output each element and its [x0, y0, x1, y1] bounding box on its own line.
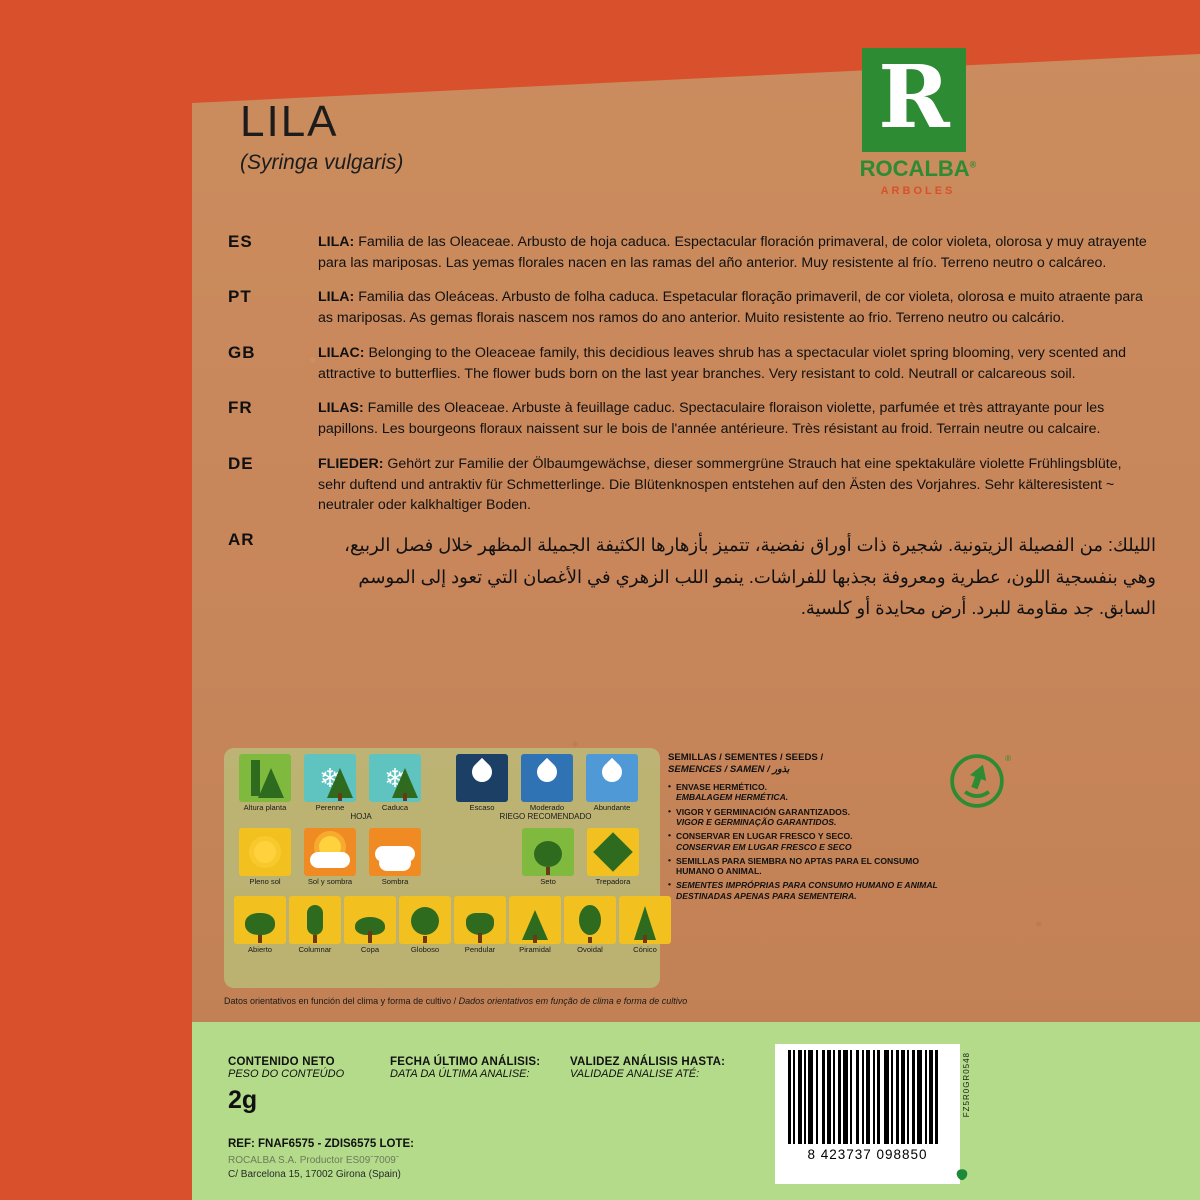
water-drop-icon — [456, 754, 508, 802]
bottom-left-red-strip — [0, 1022, 192, 1200]
validity-label-pt: VALIDADE ANALISE ATÉ: — [570, 1068, 700, 1080]
lang-body-de: Gehört zur Familie der Ölbaumgewächse, dieser sommergrüne Strauch hat eine spektakuläre violette Frühlingsblüte, sehr duftend und antraktiv für Schmetterlinge. Die Blütenknospen entstehen auf den Ästen des Vorjahres. Sehr kälteresistent ~ neutraler oder kalkhaltiger Boden. — [318, 455, 1122, 514]
left-red-strip — [0, 0, 192, 1200]
icon-caption: Escaso — [469, 803, 495, 812]
icon-forma-piramidal — [509, 896, 561, 954]
bullet-pt: • SEMENTES IMPRÓPRIAS PARA CONSUMO HUMANO E ANIMAL DESTINADAS APENAS PARA SEMENTEIRA. — [676, 880, 938, 901]
icon-seto — [517, 828, 579, 886]
bullet-es: SEMILLAS PARA SIEMBRA NO APTAS PARA EL CONSUMO HUMANO O ANIMAL. — [676, 855, 920, 877]
icon-caption: Ovoidal — [577, 944, 603, 954]
icon-caption: Abierto — [247, 944, 273, 954]
icon-caption: Globoso — [410, 944, 440, 954]
barcode-number: 8 423737 098850 — [807, 1147, 928, 1162]
icon-forma-abierto — [234, 896, 286, 954]
icon-forma-globoso — [399, 896, 451, 954]
net-content-label-es: CONTENIDO NETO — [228, 1056, 335, 1068]
analysis-label-es: FECHA ÚLTIMO ANÁLISIS: — [390, 1056, 541, 1068]
icon-caption: Abundante — [593, 803, 631, 812]
seeds-title-line2: SEMENCES / SAMEN / بذور — [668, 763, 790, 775]
seeds-bullet — [668, 782, 948, 803]
icon-riego-escaso — [451, 754, 513, 812]
group-label-hoja: HOJA — [350, 812, 372, 822]
water-drop-icon — [586, 754, 638, 802]
tree-shape-icon — [399, 896, 451, 944]
sun-icon — [239, 828, 291, 876]
icon-grid — [234, 754, 657, 954]
water-drop-icon — [521, 754, 573, 802]
lang-text-ar: الليلك: من الفصيلة الزيتونية. شجيرة ذات أوراق نفضية، تتميز بأزهارها الكثيفة الجميلة المظهر خلال فصل الربيع، وهي بنفسجية اللون، عطرية ومعروفة بجذبها للفراشات. ينمو اللب الزهري في الأغصان التي تعود إلى الموسم السابق. جد مقاومة للبرد. أرض محايدة أو كلسية. — [344, 535, 1156, 619]
seeds-bullet-list — [668, 782, 948, 901]
icon-trepadora — [582, 828, 644, 886]
icon-forma-pendular — [454, 896, 506, 954]
icon-row-3 — [234, 896, 657, 954]
tree-shape-icon — [454, 896, 506, 944]
product-name: LILA — [240, 97, 339, 146]
icon-caption: Copa — [360, 944, 380, 954]
tree-shape-icon — [564, 896, 616, 944]
green-dot-icon — [955, 1168, 969, 1181]
icon-footnote: Datos orientativos en función del clima y forma de cultivo / Dados orientativos em função de clima e forma de cultivo — [224, 996, 688, 1006]
seeds-bullet — [668, 807, 948, 828]
bullet-es: CONSERVAR EN LUGAR FRESCO Y SECO. — [676, 831, 853, 842]
bullet-pt: VIGOR E GERMINAÇÃO GARANTIDOS. — [676, 816, 837, 827]
lang-lead-de: FLIEDER: — [318, 455, 384, 472]
analysis-label-pt: DATA DA ÚLTIMA ANALISE: — [390, 1068, 530, 1080]
lang-lead-es: LILA: — [318, 234, 355, 250]
icon-perenne — [299, 754, 361, 812]
icon-caption: Altura planta — [243, 803, 287, 812]
icon-caduca — [364, 754, 426, 812]
lang-row-fr — [192, 398, 1200, 439]
lang-row-gb — [192, 343, 1200, 384]
side-lot-code: FZ5R0GR0548 — [962, 1052, 971, 1118]
bullet-es: VIGOR Y GERMINACIÓN GARANTIZADOS. — [676, 806, 850, 817]
lang-code-gb: GB — [228, 342, 256, 362]
icon-forma-ovoidal — [564, 896, 616, 954]
icon-forma-conico — [619, 896, 671, 954]
icon-forma-copa — [344, 896, 396, 954]
icon-caption: Columnar — [298, 944, 332, 954]
icon-caption: Trepadora — [595, 877, 631, 887]
seeds-title-line1: SEMILLAS / SEMENTES / SEEDS / — [668, 752, 824, 763]
icon-riego-moderado — [516, 754, 578, 812]
hedge-icon — [522, 828, 574, 876]
company-street: C/ Barcelona 15, 17002 Girona (Spain) — [228, 1168, 401, 1180]
icon-group-labels — [234, 813, 654, 821]
tree-shape-icon — [344, 896, 396, 944]
reference-block — [228, 1132, 768, 1181]
icon-caption: Caduca — [381, 803, 409, 812]
seeds-bullet — [668, 831, 948, 852]
company-name: ROCALBA S.A. Productor ES09ˉ7009ˉ — [228, 1155, 400, 1166]
lang-lead-gb: LILAC: — [318, 344, 365, 361]
footnote-es: Datos orientativos en función del clima y forma de cultivo — [224, 996, 452, 1006]
sun-cloud-icon — [304, 828, 356, 876]
icon-caption: Pleno sol — [249, 877, 281, 887]
icon-caption: Piramidal — [519, 944, 551, 954]
logo-wordmark — [856, 156, 980, 182]
icon-row-1 — [234, 754, 654, 812]
seeds-title — [668, 752, 948, 776]
logo-category: ARBOLES — [880, 185, 956, 197]
icon-caption: Moderado — [529, 803, 565, 812]
cultivation-icon-panel — [224, 748, 1140, 1008]
tree-shape-icon — [289, 896, 341, 944]
icon-sombra — [364, 828, 426, 886]
validity-block — [570, 1056, 770, 1080]
logo-letter: R — [878, 47, 950, 149]
recycle-registered: ® — [1005, 754, 1011, 763]
icon-caption: Seto — [540, 877, 556, 887]
icon-sol-y-sombra — [299, 828, 361, 886]
product-title-block — [240, 97, 404, 175]
tree-shape-icon — [234, 896, 286, 944]
lang-code-de: DE — [228, 453, 254, 473]
tree-shape-icon — [509, 896, 561, 944]
seeds-info-block — [668, 752, 948, 905]
icon-row-2 — [234, 828, 654, 886]
recycle-icon — [950, 754, 1011, 808]
lang-lead-fr: LILAS: — [318, 400, 364, 417]
cloud-icon — [369, 828, 421, 876]
lang-body-pt: Familia das Oleáceas. Arbusto de folha caduca. Espetacular floração primaveril, de cor violeta, olorosa e muito atraente para as mariposas. As gemas florais nascem nos ramos do ano anterior. Muito resistente ao frio. Terreno neutro ou calcário. — [318, 289, 1143, 327]
lang-body-es: Familia de las Oleaceae. Arbusto de hoja caduca. Espectacular floración primaveral, de color violeta, olorosa y muy atrayente para las mariposas. Las yemas florales nacen en las ramas del año anterior. Muy resistente al frío. Terreno neutro o calcáreo. — [318, 234, 1147, 271]
icon-pleno-sol — [234, 828, 296, 886]
deciduous-tree-icon: ❄ — [369, 754, 421, 802]
reference-line: REF: FNAF6575 - ZDIS6575 LOTE: — [228, 1138, 414, 1150]
net-weight-value: 2g — [228, 1086, 258, 1114]
barcode-block — [775, 1044, 960, 1184]
lang-text-gb — [318, 343, 1152, 384]
net-content-block — [228, 1056, 393, 1115]
seeds-bullet — [668, 856, 948, 877]
evergreen-tree-icon: ❄ — [304, 754, 356, 802]
brand-logo — [856, 48, 980, 197]
logo-square — [862, 48, 966, 152]
icon-caption: Cónico — [633, 944, 657, 954]
bullet-pt: EMBALAGEM HERMÉTICA. — [676, 792, 789, 803]
lang-code-fr: FR — [228, 398, 253, 418]
net-content-label-pt: PESO DO CONTEÚDO — [228, 1068, 345, 1080]
lang-row-es — [192, 232, 1200, 273]
lang-lead-pt: LILA: — [318, 289, 355, 306]
lang-text-de — [318, 454, 1152, 516]
barcode-bars — [788, 1050, 948, 1144]
icon-caption: Perenne — [315, 803, 345, 812]
language-descriptions — [192, 232, 1200, 639]
icon-altura-planta — [234, 754, 296, 812]
lang-row-pt — [192, 287, 1200, 328]
bullet-es: ENVASE HERMÉTICO. — [676, 781, 768, 792]
lang-text-fr — [318, 398, 1152, 439]
group-label-riego: RIEGO RECOMENDADO — [499, 812, 592, 822]
analysis-date-block — [390, 1056, 570, 1080]
lang-text-es — [318, 232, 1152, 273]
climber-icon — [587, 828, 639, 876]
registered-mark: ® — [969, 159, 977, 170]
lang-code-pt: PT — [228, 287, 252, 307]
icon-riego-abundante — [581, 754, 643, 812]
validity-label-es: VALIDEZ ANÁLISIS HASTA: — [570, 1056, 726, 1068]
icon-forma-columnar — [289, 896, 341, 954]
lang-text-pt — [318, 287, 1152, 328]
logo-wordmark-text: ROCALBA — [859, 156, 970, 181]
company-address — [228, 1154, 768, 1181]
lang-code-ar: AR — [228, 530, 255, 550]
lang-body-gb: Belonging to the Oleaceae family, this decidious leaves shrub has a spectacular violet spring blooming, very scented and attractive to butterflies. The flower buds born on the last year branches. Very resistant to cold. Neutrall or calcareous soil. — [318, 344, 1127, 382]
bullet-pt: CONSERVAR EM LUGAR FRESCO E SECO — [676, 841, 852, 852]
product-latin-name: (Syringa vulgaris) — [240, 151, 404, 174]
footnote-pt: Dados orientativos em função de clima e forma de cultivo — [458, 996, 688, 1006]
lang-body-fr: Famille des Oleaceae. Arbuste à feuillage caduc. Spectaculaire floraison violette, parfumée et très attrayante pour les papillons. Les bourgeons floraux naissent sur le bois de l'année antérieure. Très résistant au froid. Terrain neutre ou calcaire. — [318, 400, 1105, 438]
ruler-icon — [239, 754, 291, 802]
tree-shape-icon — [619, 896, 671, 944]
icon-caption: Sombra — [381, 877, 409, 887]
seeds-bullet — [668, 880, 948, 901]
icon-caption: Pendular — [464, 944, 496, 954]
lang-row-de — [192, 454, 1200, 516]
lang-code-es: ES — [228, 232, 253, 251]
icon-caption: Sol y sombra — [307, 877, 353, 887]
lang-row-ar — [192, 530, 1200, 625]
